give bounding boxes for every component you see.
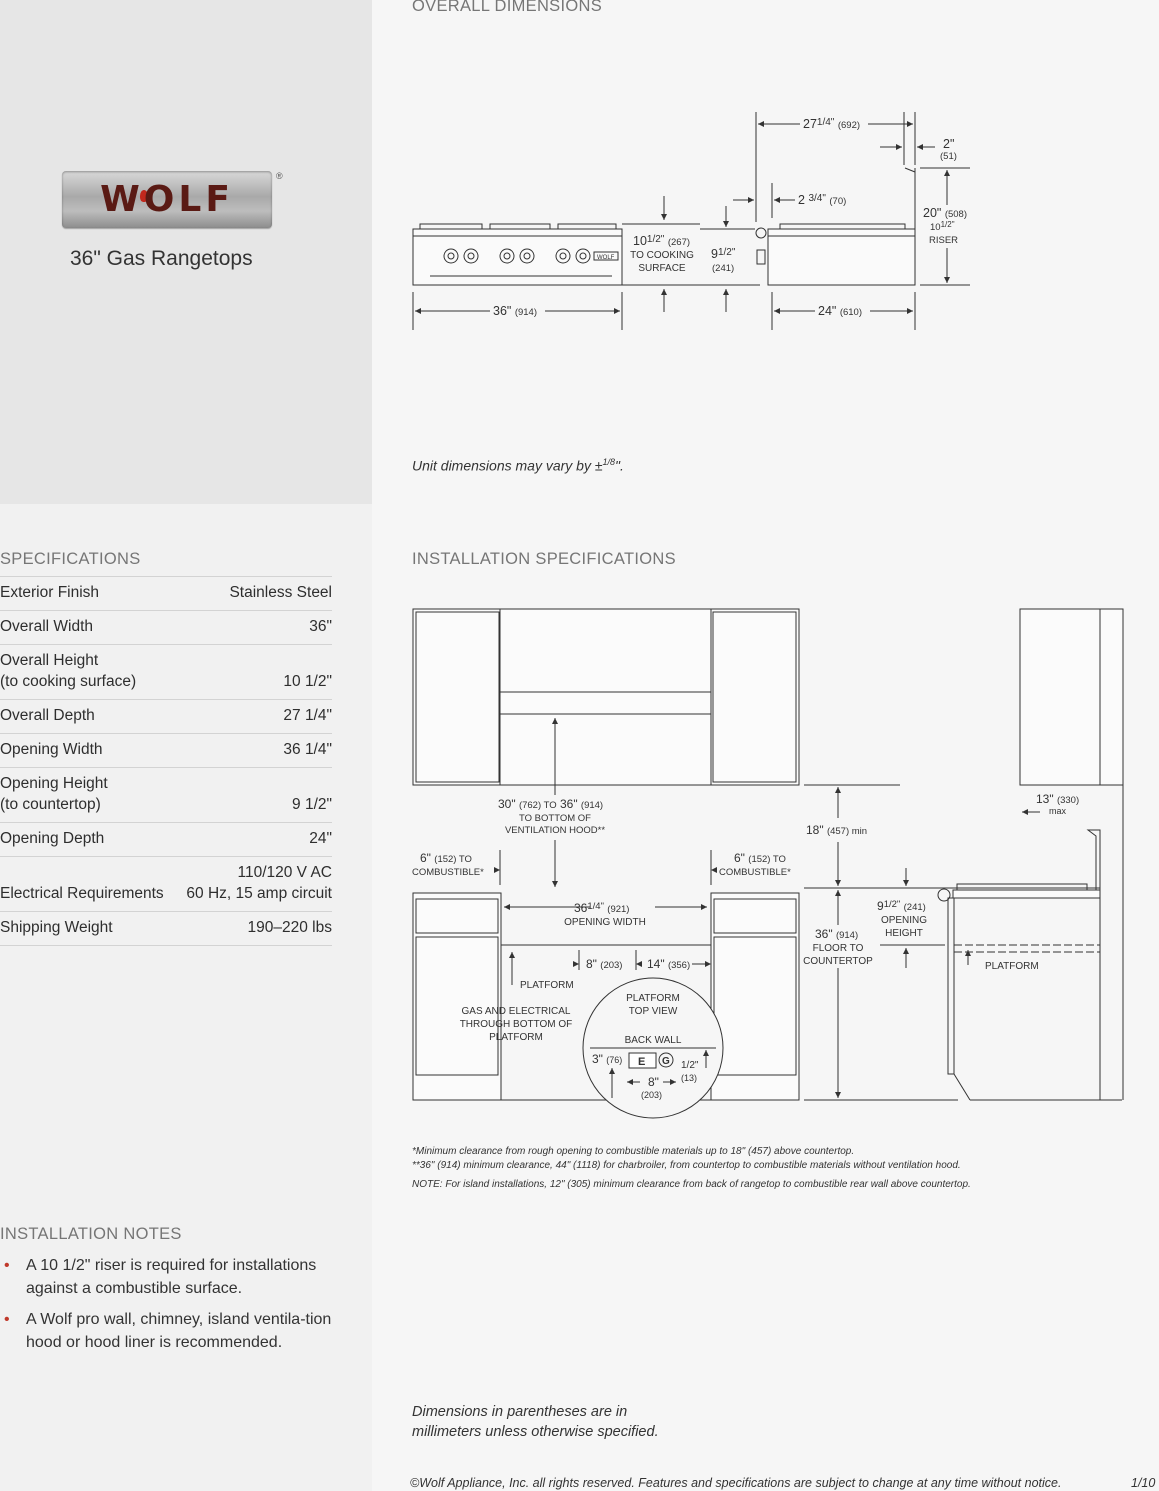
copyright-footer: ©Wolf Appliance, Inc. all rights reserved. Features and specifications are subject to change at any time without notice.: [410, 1476, 1062, 1490]
spec-label: Electrical Requirements: [0, 885, 164, 902]
combustible-left-label: 6" (152) TO: [420, 851, 472, 865]
spec-value: Stainless Steel: [229, 584, 332, 601]
page-number: 1/10: [1131, 1476, 1156, 1490]
footnote: **36" (914) minimum clearance, 44" (1118) for charbroiler, from countertop to combustible materials without ventilation hood.: [412, 1159, 961, 1171]
spec-value: 110/120 V AC 60 Hz, 15 amp circuit: [186, 864, 332, 902]
top-view-3-label: 3" (76): [592, 1052, 623, 1066]
dimensions-note-line-2: millimeters unless otherwise specified.: [412, 1424, 659, 1440]
riser-height-label: 20" (508): [923, 206, 968, 220]
installation-notes-list: [0, 1255, 340, 1363]
bullet-icon: •: [4, 1311, 10, 1328]
platform-8-label: 8" (203): [586, 957, 623, 971]
opening-height-label: $9^{1/2"}$ $_{(241)}$: [877, 899, 926, 913]
combustible-left-label-2: COMBUSTIBLE*: [412, 867, 484, 878]
max-13-label: 13" (330): [1036, 792, 1080, 806]
floor-label-1: 36" (914): [815, 927, 859, 941]
hood-label-1: 30" (762) TO 36" (914): [498, 797, 604, 811]
depth-label: $27^{1/4"}$ $_{(692)}$: [803, 117, 861, 131]
platform-label: PLATFORM: [520, 980, 574, 991]
platform-right-label: PLATFORM: [985, 961, 1039, 972]
riser-sub-label: $10^{1/2"}$: [930, 220, 955, 233]
spec-value: 36 1/4": [283, 741, 332, 758]
registered-mark: ®: [276, 171, 283, 181]
spec-label: Overall Depth: [0, 707, 95, 724]
electrical-marker: E: [638, 1056, 646, 1068]
combustible-right-label: 6" (152) TO: [734, 851, 786, 865]
overall-dimensions-title: OVERALL DIMENSIONS: [412, 0, 603, 15]
height-note-2: SURFACE: [638, 263, 686, 274]
riser-word: RISER: [929, 235, 959, 246]
gas-label-1: GAS AND ELECTRICAL: [461, 1006, 571, 1017]
top-view-label-2: TOP VIEW: [628, 1006, 678, 1017]
dimensions-note: [412, 1402, 659, 1442]
riser-top-label: 2": [943, 137, 955, 151]
riser-top-mm: (51): [940, 151, 957, 162]
dimensions-note-line-1: Dimensions in parentheses are in: [412, 1404, 628, 1420]
installation-specifications-title: INSTALLATION SPECIFICATIONS: [412, 550, 676, 568]
note-item: [0, 1255, 340, 1300]
spec-value: 36": [309, 618, 332, 635]
spec-label: Overall Height (to cooking surface): [0, 652, 137, 690]
combustible-right-label-2: COMBUSTIBLE*: [719, 867, 791, 878]
hood-label-3: VENTILATION HOOD**: [504, 825, 606, 836]
opening-width-label: $36^{1/4"}$ $_{(921)}$: [574, 901, 630, 915]
specifications-title: SPECIFICATIONS: [0, 550, 141, 568]
bullet-icon: •: [4, 1257, 10, 1274]
opening-height-label-2: OPENING: [880, 915, 928, 926]
spec-label: Opening Width: [0, 741, 103, 758]
opening-height-label-3: HEIGHT: [885, 928, 923, 939]
spec-label: Shipping Weight: [0, 919, 113, 936]
max-label: max: [1049, 806, 1067, 816]
installation-notes-title: INSTALLATION NOTES: [0, 1225, 182, 1243]
gas-label-3: PLATFORM: [489, 1032, 543, 1043]
top-view-8-mm: (203): [641, 1090, 663, 1100]
h2-label: $9^{1/2"}$: [711, 247, 736, 261]
spec-value: 24": [309, 830, 332, 847]
top-view-half-mm: (13): [681, 1073, 698, 1083]
top-view-8-label: 8": [648, 1075, 659, 1089]
h2-mm: (241): [712, 263, 735, 274]
footnote: *Minimum clearance from rough opening to combustible materials up to 18" (457) above countertop.: [412, 1146, 855, 1157]
unit-dimensions-note: Unit dimensions may vary by ±$^{1/8}$".: [412, 457, 624, 474]
back-wall-label: BACK WALL: [624, 1035, 682, 1046]
spec-value: 9 1/2": [292, 796, 332, 813]
note-text: A 10 1/2" riser is required for installations against a combustible surface.: [26, 1257, 317, 1297]
height-label: $10^{1/2"}$ $_{(267)}$: [633, 234, 691, 248]
installation-footnotes: [412, 1145, 971, 1192]
width-label: 36" (914): [493, 304, 538, 318]
spec-value: 190–220 lbs: [247, 919, 332, 936]
spec-label: Opening Depth: [0, 830, 105, 847]
spec-label: Exterior Finish: [0, 584, 100, 601]
spec-label: Overall Width: [0, 618, 94, 635]
min-18-label: 18" (457) min: [806, 823, 868, 837]
spec-value: 27 1/4": [283, 707, 332, 724]
gas-marker: G: [662, 1056, 670, 1067]
gas-label-2: THROUGH BOTTOM OF: [459, 1019, 573, 1030]
logo-text: WOLF: [100, 179, 234, 220]
height-note-1: TO COOKING: [630, 250, 694, 261]
note-text: A Wolf pro wall, chimney, island ventila-tion hood or hood liner is recommended.: [26, 1311, 332, 1351]
spec-value: 10 1/2": [283, 673, 332, 690]
top-view-label-1: PLATFORM: [626, 993, 680, 1004]
platform-14-label: 14" (356): [647, 957, 691, 971]
knob-depth-label: 2 $^{3/4"}$ $_{(70)}$: [798, 193, 847, 207]
body-depth-label: 24" (610): [818, 304, 863, 318]
opening-width-label-2: OPENING WIDTH: [564, 917, 646, 928]
spec-label: Opening Height (to countertop): [0, 775, 108, 813]
note-item: [0, 1309, 340, 1354]
floor-label-2: FLOOR TO: [812, 943, 864, 954]
hood-label-2: TO BOTTOM OF: [519, 813, 591, 824]
floor-label-3: COUNTERTOP: [803, 956, 873, 967]
top-view-half-label: 1/2": [681, 1060, 699, 1071]
badge-label: WOLF: [597, 255, 615, 261]
product-title: 36" Gas Rangetops: [70, 247, 253, 270]
footnote: NOTE: For island installations, 12" (305) minimum clearance from back of rangetop to combustible rear wall above countertop.: [412, 1179, 971, 1190]
